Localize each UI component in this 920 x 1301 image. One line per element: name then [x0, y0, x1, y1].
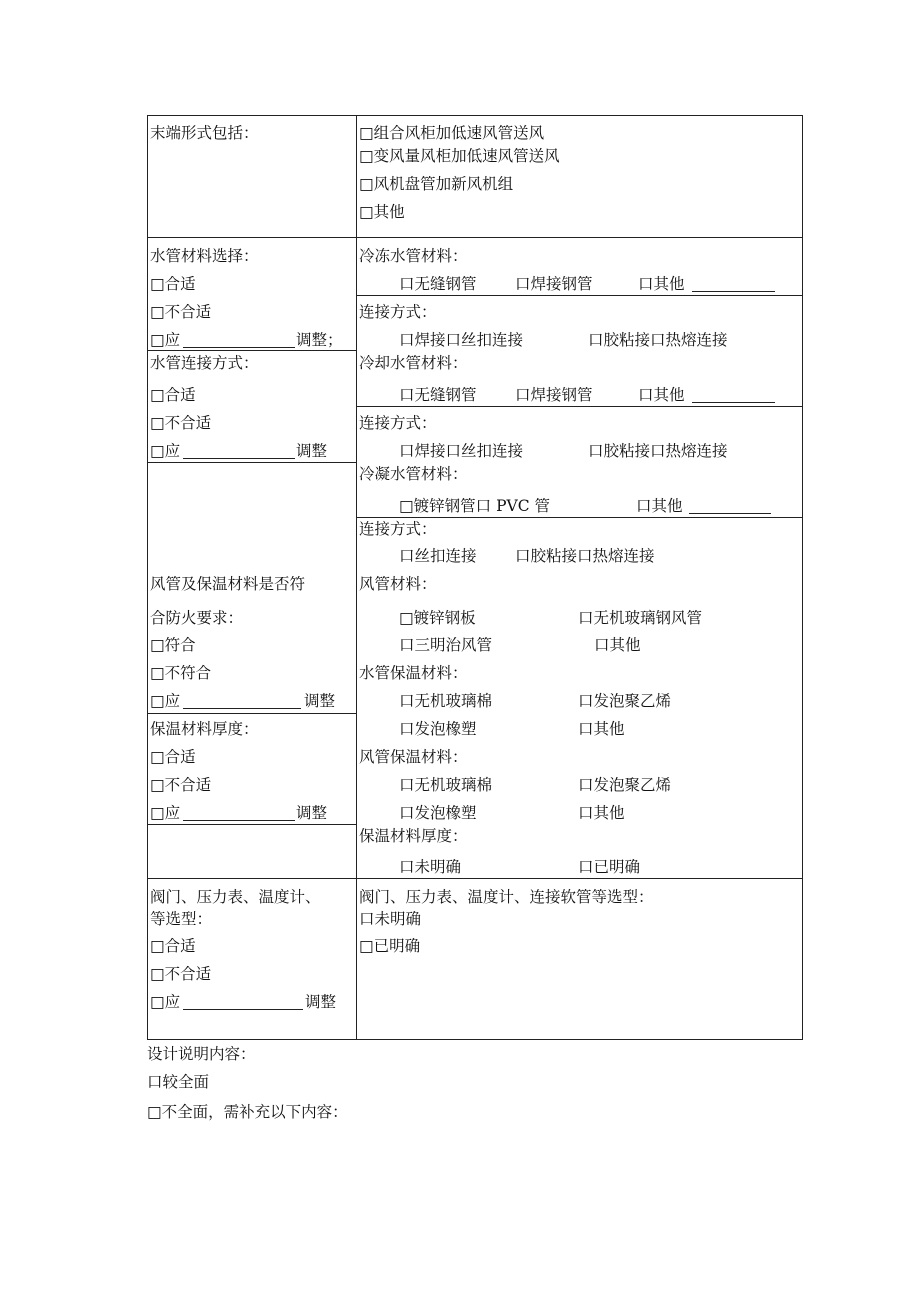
valves-right-opt-2[interactable]: □已明确 [359, 937, 421, 955]
water-connect-title: 水管连接方式： [150, 354, 259, 372]
thickness-title: 保温材料厚度： [359, 827, 468, 845]
water-insul-opt-4[interactable]: 口其他 [578, 720, 625, 738]
condensate-opt-2[interactable]: 口其他 [636, 497, 683, 515]
condensate-opt-1[interactable]: □镀锌钢管口 PVC 管 [399, 497, 550, 515]
water-material-ok[interactable]: □合适 [150, 275, 196, 293]
duct-insul-opt-2[interactable]: 口发泡聚乙烯 [578, 776, 672, 794]
connect2-title: 连接方式： [359, 414, 437, 432]
connect3-opt-1[interactable]: 口丝扣连接 [399, 547, 477, 565]
table-border-bottom [147, 1039, 803, 1040]
table-divider-middle [356, 115, 357, 1040]
connect3-opt-2[interactable]: 口胶粘接口热熔连接 [515, 547, 655, 565]
water-connect-ok[interactable]: □合适 [150, 386, 196, 404]
terminal-form-label: 末端形式包括： [150, 124, 259, 142]
valves-left-adjust: 调整 [305, 993, 337, 1011]
duct-opt-3[interactable]: 口三明治风管 [399, 636, 493, 654]
valves-left-title-2: 等选型： [150, 910, 213, 928]
duct-fire-not-ok[interactable]: □不符合 [150, 664, 212, 682]
left-line-2 [147, 462, 357, 463]
connect1-opt-2[interactable]: 口胶粘接口热熔连接 [588, 331, 728, 349]
valves-left-not-ok[interactable]: □不合适 [150, 965, 212, 983]
duct-insul-title: 风管保温材料： [359, 748, 468, 766]
condensate-other-blank[interactable] [689, 513, 771, 514]
connect2-opt-2[interactable]: 口胶粘接口热熔连接 [588, 442, 728, 460]
duct-opt-1[interactable]: □镀锌钢板 [399, 609, 476, 627]
insul-thickness-should[interactable]: □应 [150, 804, 181, 822]
connect2-opt-1[interactable]: 口焊接口丝扣连接 [399, 442, 524, 460]
duct-fire-should[interactable]: □应 [150, 692, 181, 710]
terminal-option-4[interactable]: □其他 [359, 203, 405, 221]
condensate-title: 冷凝水管材料： [359, 465, 468, 483]
table-border-left [147, 115, 148, 1040]
chilled-other-blank[interactable] [692, 291, 775, 292]
connect1-opt-1[interactable]: 口焊接口丝扣连接 [399, 331, 524, 349]
right-line-3 [356, 517, 803, 518]
valves-left-should[interactable]: □应 [150, 993, 181, 1011]
right-line-2 [356, 406, 803, 407]
water-material-title: 水管材料选择： [150, 247, 259, 265]
water-insul-opt-3[interactable]: 口发泡橡塑 [399, 720, 477, 738]
duct-insul-opt-1[interactable]: 口无机玻璃棉 [399, 776, 493, 794]
water-insul-opt-2[interactable]: 口发泡聚乙烯 [578, 692, 672, 710]
valves-right-opt-1[interactable]: 口未明确 [359, 910, 422, 928]
cooling-opt-2[interactable]: 口焊接钢管 [515, 386, 593, 404]
chilled-title: 冷冻水管材料： [359, 247, 468, 265]
insul-thickness-not-ok[interactable]: □不合适 [150, 776, 212, 794]
valves-left-title-1: 阀门、压力表、温度计、 [150, 888, 321, 906]
thickness-opt-1[interactable]: 口未明确 [399, 858, 462, 876]
design-desc-opt-2[interactable]: □不全面，需补充以下内容： [147, 1103, 348, 1121]
left-line-1 [147, 350, 357, 351]
insul-thickness-blank[interactable] [183, 820, 295, 821]
water-material-adjust: 调整； [296, 331, 343, 349]
duct-opt-4[interactable]: 口其他 [594, 636, 641, 654]
table-line-row-valves-top [147, 878, 803, 879]
left-line-4 [147, 824, 357, 825]
duct-title: 风管材料： [359, 575, 437, 593]
duct-fire-ok[interactable]: □符合 [150, 636, 196, 654]
water-insul-opt-1[interactable]: 口无机玻璃棉 [399, 692, 493, 710]
table-border-right [802, 115, 803, 1040]
cooling-other-blank[interactable] [692, 402, 775, 403]
chilled-opt-1[interactable]: 口无缝钢管 [399, 275, 477, 293]
duct-fire-title-2: 合防火要求： [150, 609, 244, 627]
terminal-option-1[interactable]: □组合风柜加低速风管送风 [359, 124, 545, 142]
cooling-title: 冷却水管材料： [359, 354, 468, 372]
right-line-1 [356, 295, 803, 296]
valves-left-ok[interactable]: □合适 [150, 937, 196, 955]
cooling-opt-1[interactable]: 口无缝钢管 [399, 386, 477, 404]
duct-fire-title-1: 风管及保温材料是否符 [150, 575, 306, 593]
terminal-option-2[interactable]: □变风量风柜加低速风管送风 [359, 147, 560, 165]
duct-insul-opt-4[interactable]: 口其他 [578, 804, 625, 822]
water-material-not-ok[interactable]: □不合适 [150, 303, 212, 321]
insul-thickness-adjust: 调整 [296, 804, 328, 822]
valves-right-title: 阀门、压力表、温度计、连接软管等选型： [359, 888, 654, 906]
insul-thickness-ok[interactable]: □合适 [150, 748, 196, 766]
water-connect-not-ok[interactable]: □不合适 [150, 414, 212, 432]
insul-thickness-title: 保温材料厚度： [150, 720, 259, 738]
left-line-3 [147, 713, 357, 714]
duct-fire-blank[interactable] [183, 708, 301, 709]
duct-fire-adjust: 调整 [304, 692, 336, 710]
connect1-title: 连接方式： [359, 303, 437, 321]
duct-opt-2[interactable]: 口无机玻璃钢风管 [578, 609, 703, 627]
terminal-option-3[interactable]: □风机盘管加新风机组 [359, 175, 514, 193]
water-connect-blank[interactable] [183, 458, 295, 459]
design-desc-opt-1[interactable]: 口较全面 [147, 1073, 210, 1091]
chilled-opt-2[interactable]: 口焊接钢管 [515, 275, 593, 293]
water-connect-should[interactable]: □应 [150, 442, 181, 460]
duct-insul-opt-3[interactable]: 口发泡橡塑 [399, 804, 477, 822]
water-connect-adjust: 调整 [296, 442, 328, 460]
thickness-opt-2[interactable]: 口已明确 [578, 858, 641, 876]
table-border-top [147, 115, 803, 116]
valves-left-blank[interactable] [183, 1009, 303, 1010]
connect3-title: 连接方式： [359, 520, 437, 538]
table-line-row1-bottom [147, 237, 803, 238]
chilled-opt-3[interactable]: 口其他 [638, 275, 685, 293]
water-material-should[interactable]: □应 [150, 331, 181, 349]
design-desc-title: 设计说明内容： [147, 1045, 256, 1063]
water-insul-title: 水管保温材料： [359, 664, 468, 682]
water-material-blank[interactable] [183, 347, 295, 348]
cooling-opt-3[interactable]: 口其他 [638, 386, 685, 404]
